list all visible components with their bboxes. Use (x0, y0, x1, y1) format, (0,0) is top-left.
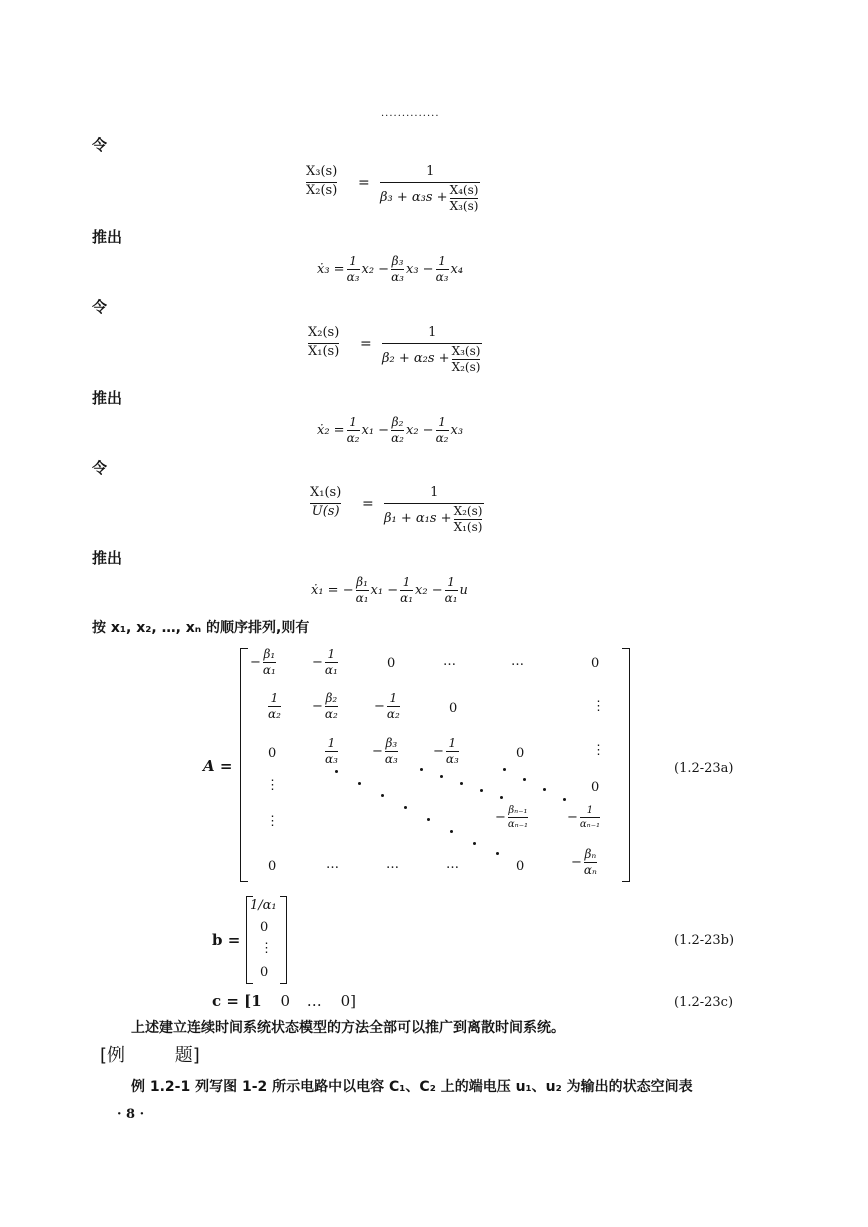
a31: 0 (268, 746, 277, 761)
a32-den: α₃ (325, 752, 338, 767)
diag-dot (404, 806, 407, 809)
diag-dot (480, 789, 483, 792)
eq2-rhs-den-a: β₂ + α₂s + (382, 351, 450, 367)
a23-num: 1 (389, 691, 398, 705)
diag-dot (440, 775, 443, 778)
res3 (311, 576, 468, 605)
a12-num: 1 (327, 647, 336, 661)
a55-minus: − (495, 810, 506, 825)
vector-c (212, 994, 356, 1009)
a11-den: α₁ (262, 663, 276, 678)
a33-den: α₃ (384, 752, 398, 767)
a46: 0 (591, 780, 600, 795)
eq1-lhs-den: X₂(s) (306, 182, 338, 198)
page-number: · 8 · (117, 1107, 145, 1122)
a55-den: αₙ₋₁ (507, 819, 528, 830)
diag-dot (460, 782, 463, 785)
res1-c1-num: 1 (349, 254, 357, 268)
res3-c1-den: α₁ (355, 591, 369, 606)
a21-num: 1 (270, 691, 279, 705)
a55 (495, 805, 530, 830)
res2-c1-den: α₂ (346, 431, 360, 446)
res1-c3-den: α₃ (435, 270, 449, 285)
a34-num: 1 (448, 736, 457, 750)
eqnum-b: (1.2-23b) (674, 933, 735, 948)
matrix-a-right-bracket (622, 648, 630, 882)
example-header (100, 1047, 200, 1065)
a56 (567, 805, 602, 830)
eq3-rhs-den-den: X₁(s) (453, 520, 483, 535)
label-ling-3: 令 (92, 459, 108, 477)
a56-den: αₙ₋₁ (579, 819, 600, 830)
eq2-rhs (382, 326, 482, 374)
res2-t2: x₂ − (406, 423, 434, 439)
a66 (571, 848, 599, 877)
diag-dot (523, 778, 526, 781)
eq3-lhs-den: U(s) (311, 503, 340, 519)
eq3-equals: = (362, 496, 374, 512)
diag-dot (427, 818, 430, 821)
a66-minus: − (571, 855, 582, 871)
a23 (374, 692, 402, 721)
a61: 0 (268, 859, 277, 874)
label-ling-1: 令 (92, 136, 108, 154)
res1 (317, 255, 463, 284)
res3-c2-num: 1 (402, 575, 411, 589)
a22 (312, 692, 340, 721)
a23-den: α₂ (386, 707, 400, 722)
diag-dot (473, 842, 476, 845)
b-r3: ⋮ (260, 941, 273, 956)
eq1-rhs-den-num: X₄(s) (449, 182, 479, 197)
res2-c1-num: 1 (349, 415, 357, 429)
a26: ⋮ (592, 699, 605, 714)
eq2-rhs-den-num: X₃(s) (451, 343, 481, 358)
diag-dot (420, 768, 423, 771)
example-header-left: [例 (100, 1045, 126, 1066)
example-header-right: 题] (174, 1045, 200, 1066)
diag-dot (496, 852, 499, 855)
res3-c2-den: α₁ (400, 591, 414, 606)
diag-dot (335, 770, 338, 773)
res2-t1: x₁ − (361, 423, 390, 439)
eq1-equals: = (358, 175, 370, 191)
a34 (433, 737, 461, 766)
res1-c3-num: 1 (438, 254, 446, 268)
eqnum-a: (1.2-23a) (674, 761, 734, 776)
res2-c2-den: α₂ (391, 431, 404, 446)
c-label: c = [1 (212, 992, 262, 1010)
a16: 0 (591, 656, 600, 671)
a51: ⋮ (266, 814, 279, 829)
eqnum-c: (1.2-23c) (674, 995, 734, 1010)
label-tuichu-3: 推出 (92, 549, 123, 567)
diag-dot (563, 798, 566, 801)
res1-t1: x₂ − (361, 262, 390, 278)
res1-lhs: ẋ₃ = (317, 262, 345, 278)
res2-c3-den: α₂ (435, 431, 449, 446)
c-r3: … (306, 992, 322, 1010)
a55-num: βₙ₋₁ (508, 805, 528, 816)
a11-num: β₁ (263, 647, 276, 661)
a21-den: α₂ (268, 707, 281, 722)
a12 (312, 648, 340, 677)
res2 (317, 416, 463, 445)
eq2-lhs-num: X₂(s) (308, 325, 340, 340)
vector-b-label: b = (212, 931, 241, 949)
res1-t2: x₃ − (406, 262, 434, 278)
diag-dot (381, 794, 384, 797)
b-r2: 0 (260, 920, 269, 935)
a33 (372, 737, 400, 766)
a13: 0 (387, 656, 396, 671)
a22-den: α₂ (324, 707, 338, 722)
diag-dot (450, 830, 453, 833)
eq3-rhs-den-a: β₁ + α₁s + (384, 511, 452, 527)
eq3-lhs-num: X₁(s) (310, 485, 342, 500)
eq1-lhs-num: X₃(s) (306, 164, 338, 179)
a65: 0 (516, 859, 525, 874)
eq2-rhs-den-den: X₂(s) (451, 360, 481, 375)
a11-minus: − (250, 655, 261, 671)
c-r2: 0 (280, 992, 291, 1010)
a21 (266, 692, 283, 721)
diag-dot (543, 788, 546, 791)
diag-dot (503, 768, 506, 771)
a32 (323, 737, 340, 766)
res3-t3: u (459, 583, 468, 599)
a56-minus: − (567, 810, 578, 825)
res2-t3: x₃ (450, 423, 464, 439)
example-text: 例 1.2-1 列写图 1-2 所示电路中以电容 C₁、C₂ 上的端电压 u₁、u₂ 为输出的状态空间表 (131, 1079, 693, 1095)
eq3-rhs-den-num: X₂(s) (453, 503, 483, 518)
eq2-lhs (308, 326, 339, 360)
res2-lhs: ẋ₂ = (317, 423, 345, 439)
a11 (250, 648, 278, 677)
res3-lhs: ẋ₁ = − (311, 583, 354, 599)
a66-num: βₙ (584, 847, 597, 861)
a33-minus: − (372, 744, 383, 760)
eq1-rhs (380, 165, 480, 213)
res1-c1-den: α₃ (346, 270, 360, 285)
label-tuichu-2: 推出 (92, 389, 123, 407)
a63: … (386, 857, 399, 872)
res3-t1: x₁ − (370, 583, 399, 599)
label-ling-2: 令 (92, 298, 108, 316)
a24: 0 (449, 701, 458, 716)
eq3-lhs (310, 486, 341, 520)
res1-c2-den: α₃ (391, 270, 404, 285)
a33-num: β₃ (385, 736, 398, 750)
matrix-a-left-bracket (240, 648, 248, 882)
a23-minus: − (374, 699, 385, 715)
eq1-rhs-num: 1 (426, 164, 435, 179)
eq2-lhs-den: X₁(s) (308, 343, 340, 359)
a56-num: 1 (586, 805, 594, 816)
eq2-rhs-num: 1 (428, 325, 437, 340)
paragraph: 上述建立连续时间系统状态模型的方法全部可以推广到离散时间系统。 (131, 1020, 565, 1036)
a62: … (326, 857, 339, 872)
res3-c1-num: β₁ (356, 575, 368, 589)
res3-c3-num: 1 (447, 575, 455, 589)
res1-c2-num: β₃ (391, 254, 404, 268)
diag-dot (358, 782, 361, 785)
eq3-rhs-num: 1 (430, 485, 439, 500)
a36: ⋮ (592, 743, 605, 758)
a66-den: αₙ (583, 863, 597, 878)
b-r1: 1/α₁ (250, 898, 277, 913)
diag-dot (500, 796, 503, 799)
eq1-lhs (306, 165, 337, 199)
res2-c3-num: 1 (438, 415, 446, 429)
a15: … (511, 654, 524, 669)
vector-b-right-bracket (280, 896, 287, 984)
a34-minus: − (433, 744, 444, 760)
a12-minus: − (312, 655, 323, 671)
res2-c2-num: β₂ (391, 415, 404, 429)
a35: 0 (516, 746, 525, 761)
a64: … (446, 857, 459, 872)
a14: … (443, 654, 456, 669)
res3-t2: x₂ − (415, 583, 443, 599)
a22-minus: − (312, 699, 323, 715)
eq1-rhs-den-a: β₃ + α₃s + (380, 190, 448, 206)
order-text: 按 x₁, x₂, …, xₙ 的顺序排列,则有 (92, 620, 310, 636)
header-dots: ·············· (381, 111, 440, 122)
a34-den: α₃ (445, 752, 459, 767)
res1-t3: x₄ (450, 262, 464, 278)
a41: ⋮ (266, 778, 279, 793)
matrix-a-label: A = (203, 757, 233, 775)
res3-c3-den: α₁ (444, 591, 458, 606)
a32-num: 1 (327, 736, 336, 750)
a12-den: α₁ (324, 663, 338, 678)
a22-num: β₂ (325, 691, 338, 705)
c-r4: 0] (340, 992, 356, 1010)
eq2-equals: = (360, 336, 372, 352)
eq1-rhs-den-den: X₃(s) (449, 199, 479, 214)
b-r4: 0 (260, 965, 269, 980)
eq3-rhs (384, 486, 484, 534)
label-tuichu-1: 推出 (92, 228, 123, 246)
